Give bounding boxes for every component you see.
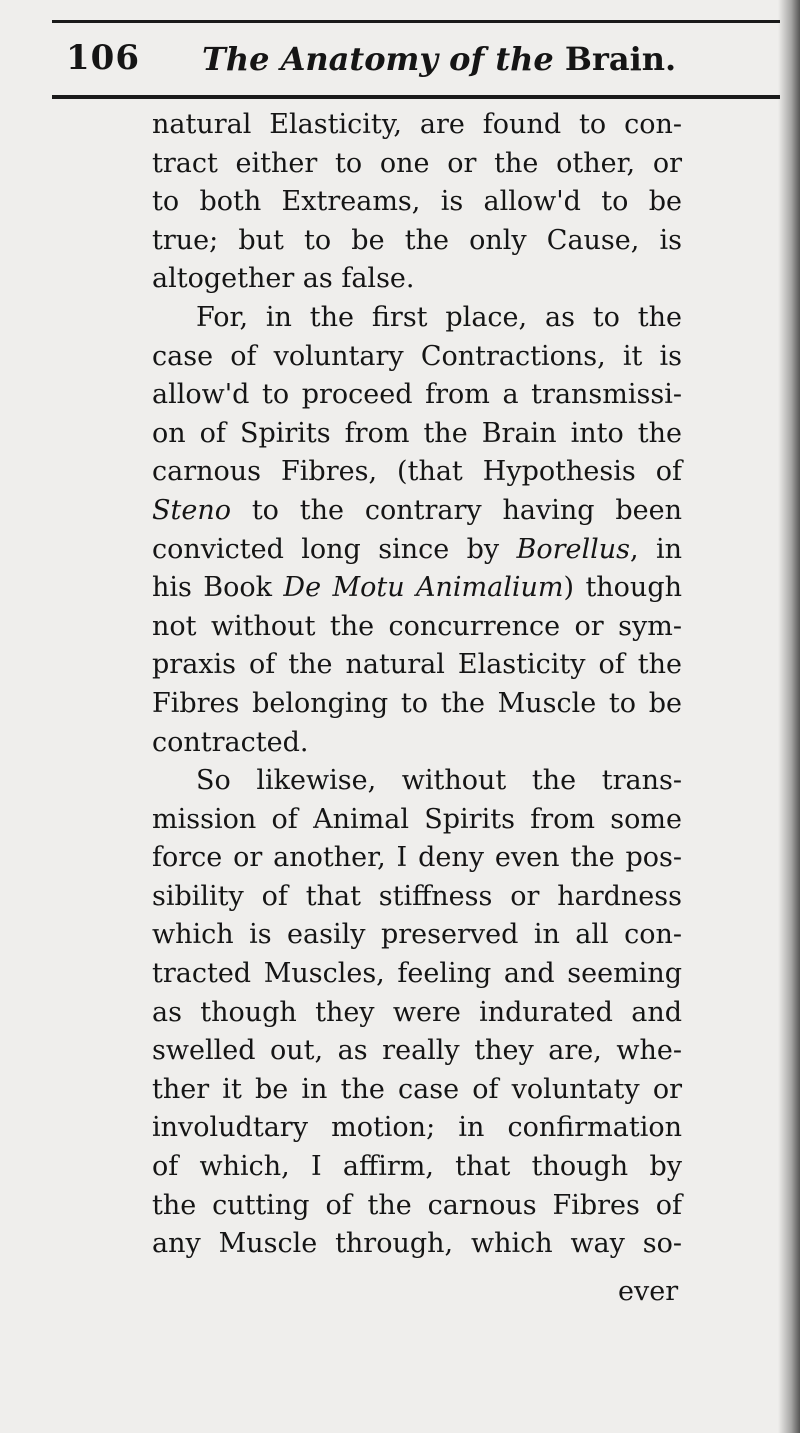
text-line: true; but to be the only Cause, is xyxy=(152,224,682,256)
text-line: involudtary motion; in confirmation xyxy=(152,1112,682,1144)
text-line: tracted Muscles, feeling and seeming xyxy=(152,958,682,990)
text-line: case of voluntary Contractions, it is xyxy=(152,340,682,372)
text-line: carnous Fibres, (that Hypothesis of xyxy=(152,456,682,488)
text-line: which is easily preserved in all con- xyxy=(152,919,682,951)
body-text xyxy=(152,106,682,1264)
running-title xyxy=(202,40,676,78)
catchword: ever xyxy=(618,1276,679,1307)
text-line: any Muscle through, which way so- xyxy=(152,1228,682,1260)
text-line: the cutting of the carnous Fibres of xyxy=(152,1189,682,1221)
text-line: convicted long since by Borellus, in xyxy=(152,533,682,565)
text-line: of which, I affirm, that though by xyxy=(152,1151,682,1183)
text-line: swelled out, as really they are, whe- xyxy=(152,1035,682,1067)
text-line: tract either to one or the other, or xyxy=(152,147,682,179)
text-line: allow'd to proceed from a transmissi- xyxy=(152,379,682,411)
text-line: as though they were indurated and xyxy=(152,996,682,1028)
text-line: on of Spirits from the Brain into the xyxy=(152,417,682,449)
running-title-roman: Brain. xyxy=(564,40,677,78)
text-line: So likewise, without the trans- xyxy=(196,765,682,797)
text-line: contracted. xyxy=(152,726,309,758)
header-rule-bottom xyxy=(52,95,780,99)
header-rule-top xyxy=(52,20,780,23)
running-title-italic: The Anatomy of the xyxy=(202,40,554,78)
text-line: natural Elasticity, are found to con- xyxy=(152,109,682,140)
text-line: force or another, I deny even the pos- xyxy=(152,842,682,874)
text-line: to both Extreams, is allow'd to be xyxy=(152,186,682,218)
text-line: mission of Animal Spirits from some xyxy=(152,803,682,835)
text-line: Steno to the contrary having been xyxy=(152,494,682,526)
text-line: sibility of that stiffness or hardness xyxy=(152,880,682,912)
text-line: For, in the first place, as to the xyxy=(196,301,682,333)
text-line: altogether as false. xyxy=(152,263,415,295)
running-header xyxy=(52,34,780,90)
text-line: his Book De Motu Animalium) though xyxy=(152,572,682,604)
text-line: not without the concurrence or sym- xyxy=(152,610,682,642)
text-line: Fibres belonging to the Muscle to be xyxy=(152,687,682,719)
page-number: 106 xyxy=(66,38,140,78)
text-line: praxis of the natural Elasticity of the xyxy=(152,649,682,681)
text-line: ther it be in the case of voluntaty or xyxy=(152,1073,682,1105)
